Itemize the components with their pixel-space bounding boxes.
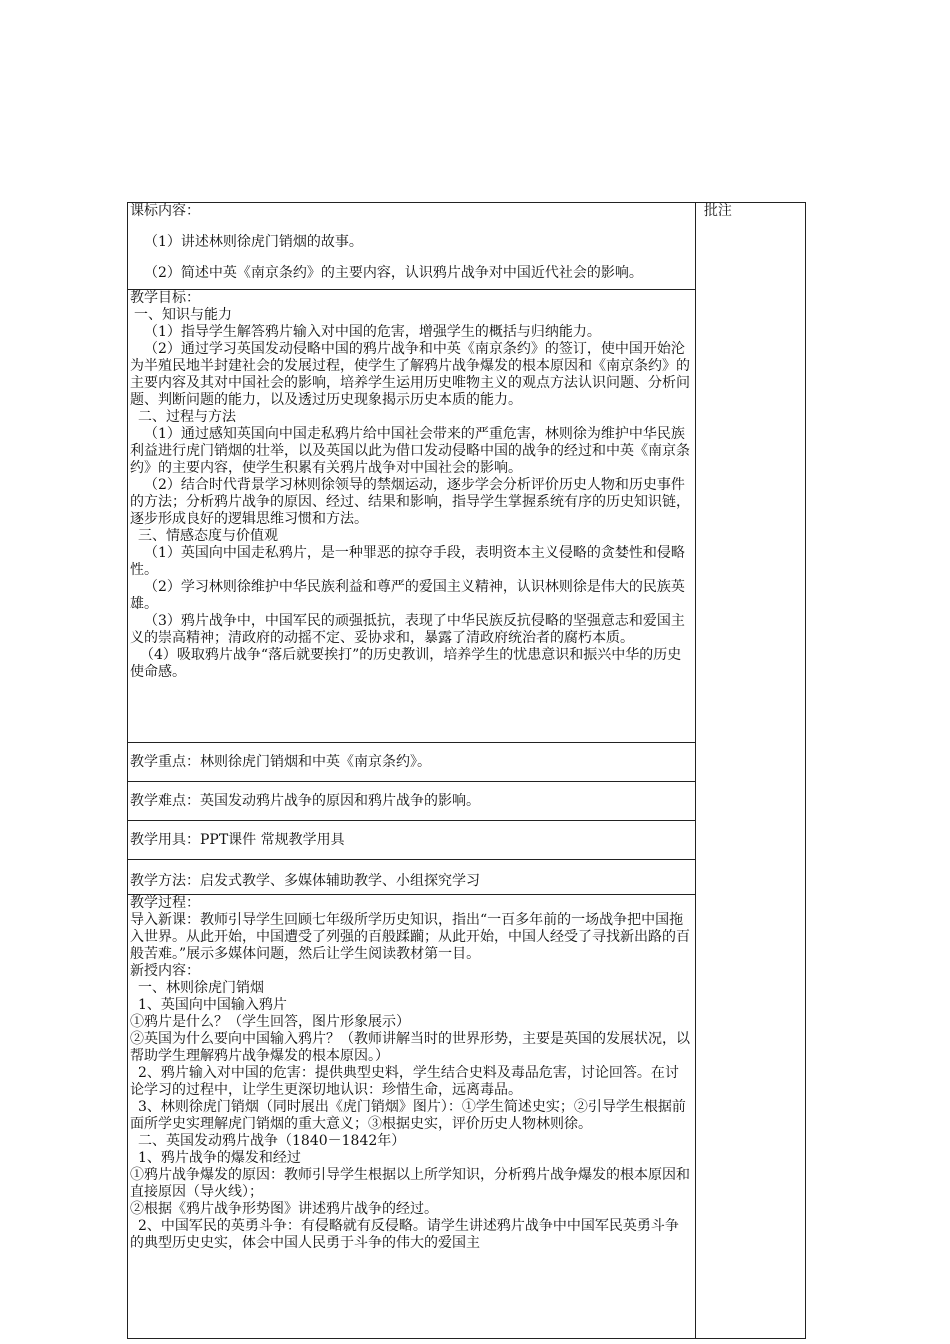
- curriculum-cell: [128, 203, 696, 290]
- process-line: 2、中国军民的英勇斗争：有侵略就有反侵略。请学生讲述鸦片战争中中国军民英勇斗争的典型历史史实，体会中国人民勇于斗争的伟大的爱国主: [130, 1218, 679, 1251]
- objectives-section-title: 一、知识与能力: [134, 307, 232, 323]
- annotation-header: 批注: [703, 203, 732, 219]
- process-line: ②英国为什么要向中国输入鸦片？（教师讲解当时的世界形势，主要是英国的发展状况，以帮助学生理解鸦片战争爆发的根本原因。）: [130, 1031, 690, 1064]
- curriculum-item: （1）讲述林则徐虎门销烟的故事。: [144, 234, 363, 250]
- objectives-cell: [128, 290, 696, 743]
- process-line: 1、鸦片战争的爆发和经过: [138, 1150, 301, 1166]
- objectives-section-title: 三、情感态度与价值观: [138, 528, 278, 544]
- process-line: 导入新课：教师引导学生回顾七年级所学历史知识，指出“一百多年前的一场战争把中国拖入世界。从此开始，中国遭受了列强的百般蹂躏；从此开始，中国人经受了寻找新出路的百般苦难。”展示多媒体问题，然后让学生阅读教材第一目。: [130, 912, 690, 962]
- process-line: 新授内容：: [130, 963, 200, 979]
- objectives-item: （2）学习林则徐维护中华民族利益和尊严的爱国主义精神，认识林则徐是伟大的民族英雄。: [130, 579, 685, 612]
- objectives-item: （1）指导学生解答鸦片输入对中国的危害，增强学生的概括与归纳能力。: [144, 324, 601, 340]
- process-heading: 教学过程：: [130, 895, 200, 911]
- tools-text: 教学用具：PPT课件 常规教学用具: [130, 832, 345, 848]
- curriculum-heading: 课标内容：: [130, 203, 200, 219]
- key-point-cell: [128, 743, 696, 782]
- process-content: [130, 895, 693, 1338]
- curriculum-item: （2）简述中英《南京条约》的主要内容，认识鸦片战争对中国近代社会的影响。: [144, 265, 643, 281]
- process-line: 2、鸦片输入对中国的危害：提供典型史料，学生结合史料及毒品危害，讨论回答。在讨论学习的过程中，让学生更深切地认识：珍惜生命，远离毒品。: [130, 1065, 679, 1098]
- objectives-heading: 教学目标：: [130, 290, 200, 306]
- key-point-text: 教学重点：林则徐虎门销烟和中英《南京条约》。: [130, 754, 431, 770]
- objectives-section-title: 二、过程与方法: [138, 409, 236, 425]
- tools-cell: [128, 821, 696, 860]
- objectives-item: （1）英国向中国走私鸦片，是一种罪恶的掠夺手段，表明资本主义侵略的贪婪性和侵略性。: [130, 545, 685, 578]
- objectives-item: （4）吸取鸦片战争“落后就要挨打”的历史教训，培养学生的忧患意识和振兴中华的历史使命感。: [130, 647, 682, 680]
- methods-cell: [128, 860, 696, 895]
- objectives-item: （2）通过学习英国发动侵略中国的鸦片战争和中英《南京条约》的签订，使中国开始沦为半殖民地半封建社会的发展过程，使学生了解鸦片战争爆发的根本原因和《南京条约》的主要内容及其对中国社会的影响，培养学生运用历史唯物主义的观点方法认识问题、分析问题、判断问题的能力，以及透过历史现象揭示历史本质的能力。: [130, 341, 690, 408]
- objectives-item: （3）鸦片战争中，中国军民的顽强抵抗，表现了中华民族反抗侵略的坚强意志和爱国主义的崇高精神；清政府的动摇不定、妥协求和，暴露了清政府统治者的腐朽本质。: [130, 613, 685, 646]
- process-line: ①鸦片是什么？（学生回答，图片形象展示）: [130, 1014, 410, 1030]
- annotation-column: [695, 203, 805, 1339]
- process-line: 1、英国向中国输入鸦片: [138, 997, 287, 1013]
- difficulty-cell: [128, 782, 696, 821]
- process-line: ②根据《鸦片战争形势图》讲述鸦片战争的经过。: [130, 1201, 438, 1217]
- difficulty-text: 教学难点：英国发动鸦片战争的原因和鸦片战争的影响。: [130, 793, 480, 809]
- process-line: 3、林则徐虎门销烟（同时展出《虎门销烟》图片）：①学生简述史实；②引导学生根据前面所学史实理解虎门销烟的重大意义；③根据史实，评价历史人物林则徐。: [130, 1099, 686, 1132]
- process-line: 二、英国发动鸦片战争（1840－1842年）: [138, 1133, 406, 1149]
- lesson-plan-table: [127, 202, 806, 1339]
- objectives-item: （2）结合时代背景学习林则徐领导的禁烟运动，逐步学会分析评价历史人物和历史事件的方法；分析鸦片战争的原因、经过、结果和影响，指导学生掌握系统有序的历史知识链，逐步形成良好的逻辑思维习惯和方法。: [130, 477, 690, 527]
- methods-text: 教学方法：启发式教学、多媒体辅助教学、小组探究学习: [130, 873, 480, 889]
- process-line: 一、林则徐虎门销烟: [138, 980, 264, 996]
- process-cell: [128, 895, 696, 1339]
- process-line: ①鸦片战争爆发的原因：教师引导学生根据以上所学知识，分析鸦片战争爆发的根本原因和直接原因（导火线）；: [130, 1167, 690, 1200]
- objectives-item: （1）通过感知英国向中国走私鸦片给中国社会带来的严重危害，林则徐为维护中华民族利益进行虎门销烟的壮举，以及英国以此为借口发动侵略中国的战争的经过和中英《南京条约》的主要内容，使学生积累有关鸦片战争对中国社会的影响。: [130, 426, 690, 476]
